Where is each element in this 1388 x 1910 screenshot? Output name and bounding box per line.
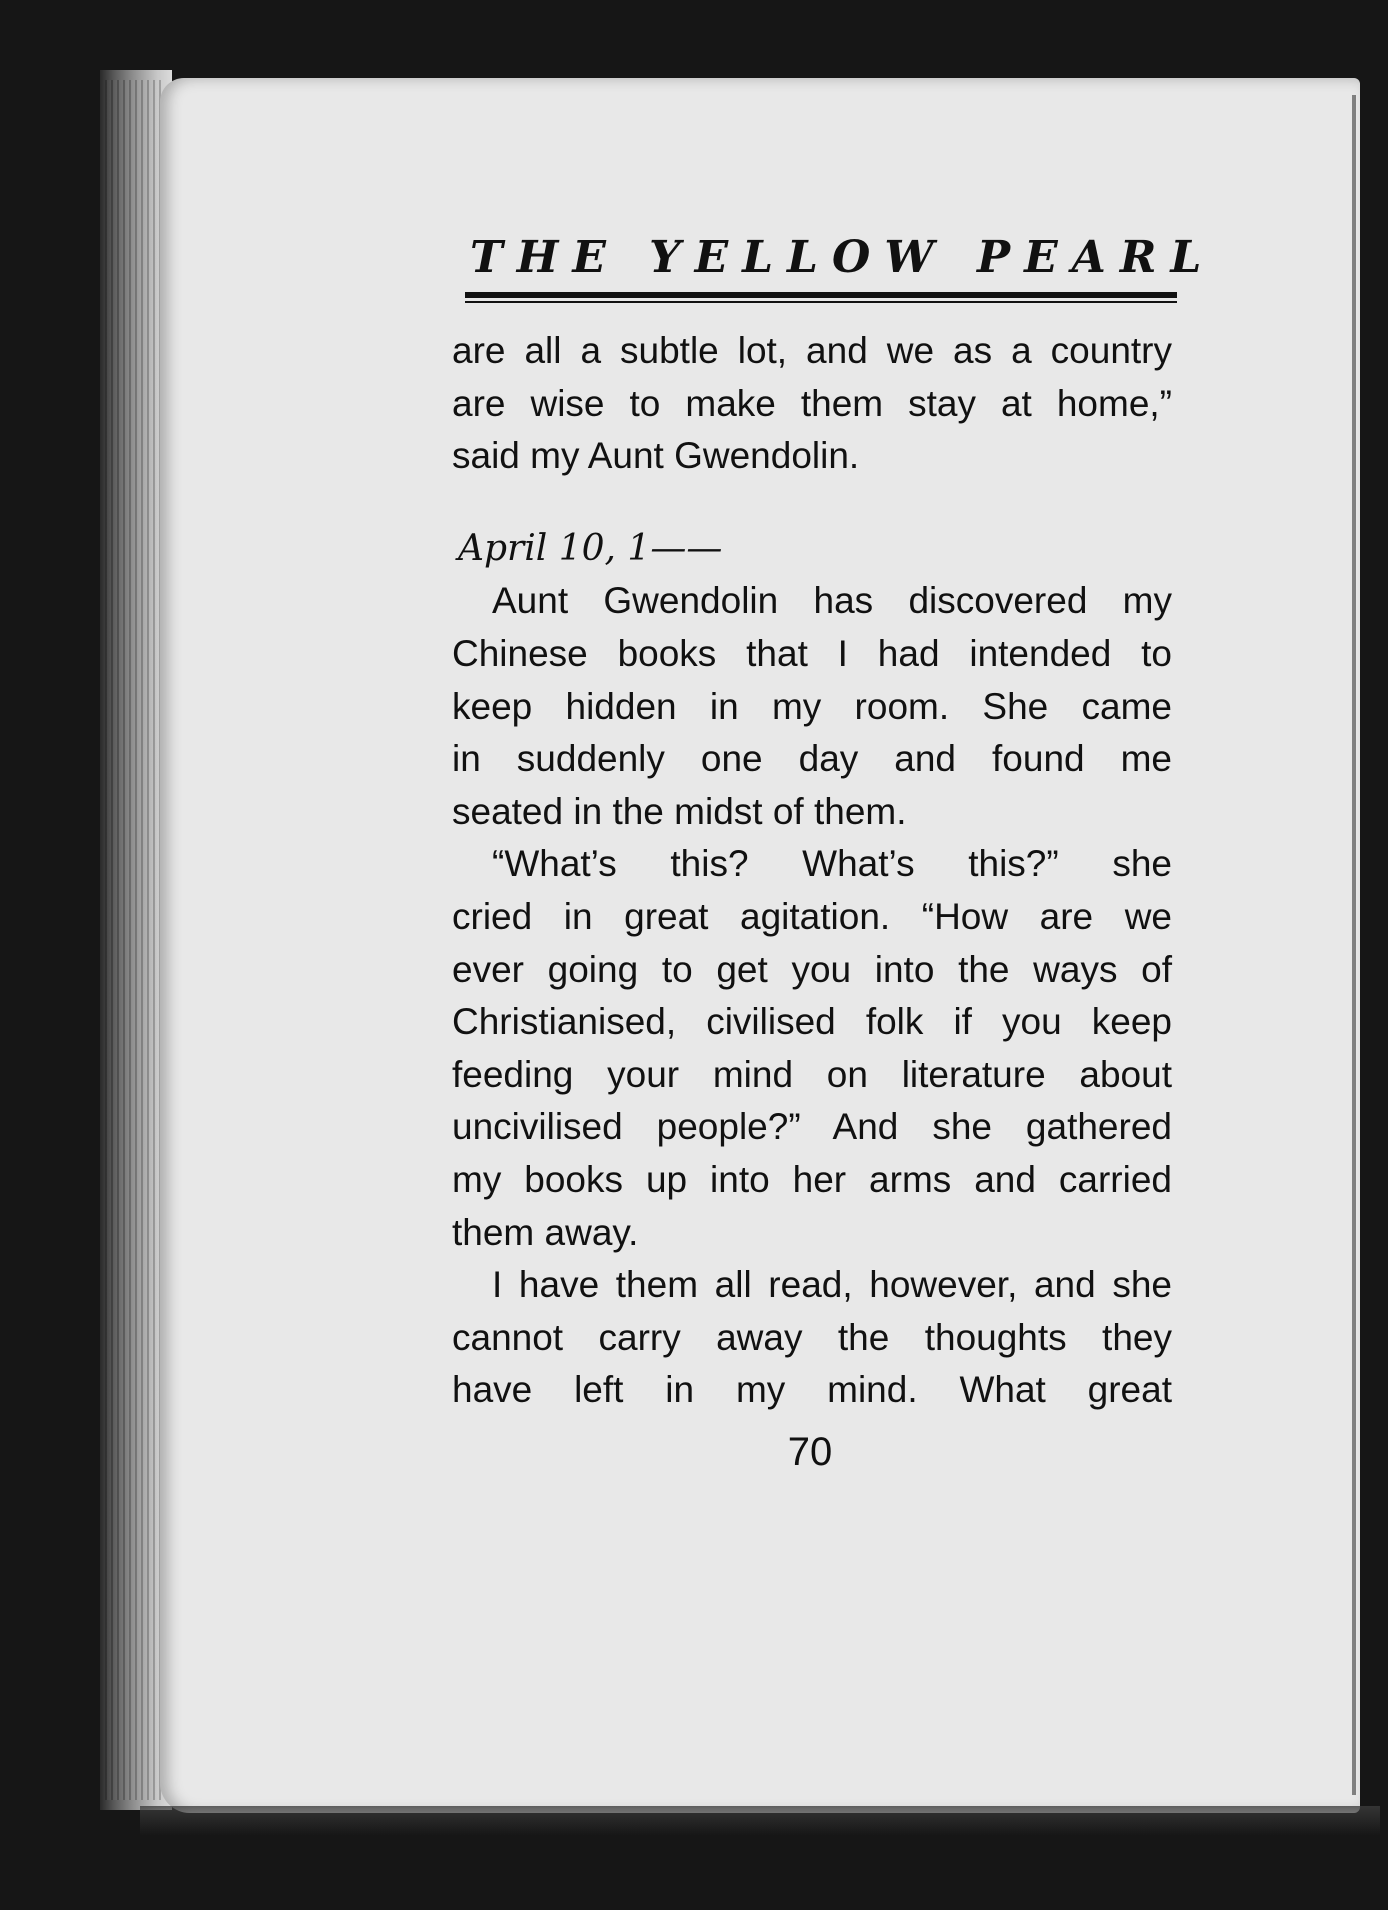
text-line: are wise to make them stay at home,” — [452, 382, 1172, 424]
text-line: cannot carry away the thoughts they — [452, 1316, 1172, 1358]
text-line: ever going to get you into the ways of — [452, 948, 1172, 990]
text-line: have left in my mind. What great — [452, 1369, 1172, 1411]
text-line: seated in the midst of them. — [452, 790, 907, 832]
text-line: “What’s this? What’s this?” she — [492, 843, 1172, 885]
text-line: feeding your mind on literature about — [452, 1053, 1172, 1095]
body-text — [452, 325, 1172, 1417]
text-line: keep hidden in my room. She came — [452, 685, 1172, 727]
running-head: THE YELLOW PEARL — [470, 232, 1216, 283]
head-rule-thin — [465, 301, 1177, 303]
text-line: cried in great agitation. “How are we — [452, 895, 1172, 937]
page-right-edge — [1352, 95, 1356, 1795]
page-number: 70 — [787, 1430, 833, 1474]
text-line: I have them all read, however, and she — [492, 1264, 1172, 1306]
binding-texture — [105, 80, 165, 1800]
text-line: uncivilised people?” And she gathered — [452, 1106, 1172, 1148]
text-line: Christianised, civilised folk if you keep — [452, 1001, 1172, 1043]
section-gap — [452, 483, 1172, 523]
text-line: are all a subtle lot, and we as a country — [452, 330, 1172, 371]
page-bottom-shadow — [140, 1806, 1380, 1836]
text-line: my books up into her arms and carried — [452, 1158, 1172, 1200]
text-line: Chinese books that I had intended to — [452, 632, 1172, 674]
text-line: in suddenly one day and found me — [452, 738, 1172, 780]
head-rule-thick — [465, 292, 1177, 298]
text-line: Aunt Gwendolin has discovered my — [492, 580, 1172, 622]
text-line: them away. — [452, 1211, 639, 1253]
text-line: said my Aunt Gwendolin. — [452, 435, 860, 477]
diary-dateline: April 10, 1—— — [458, 527, 723, 569]
